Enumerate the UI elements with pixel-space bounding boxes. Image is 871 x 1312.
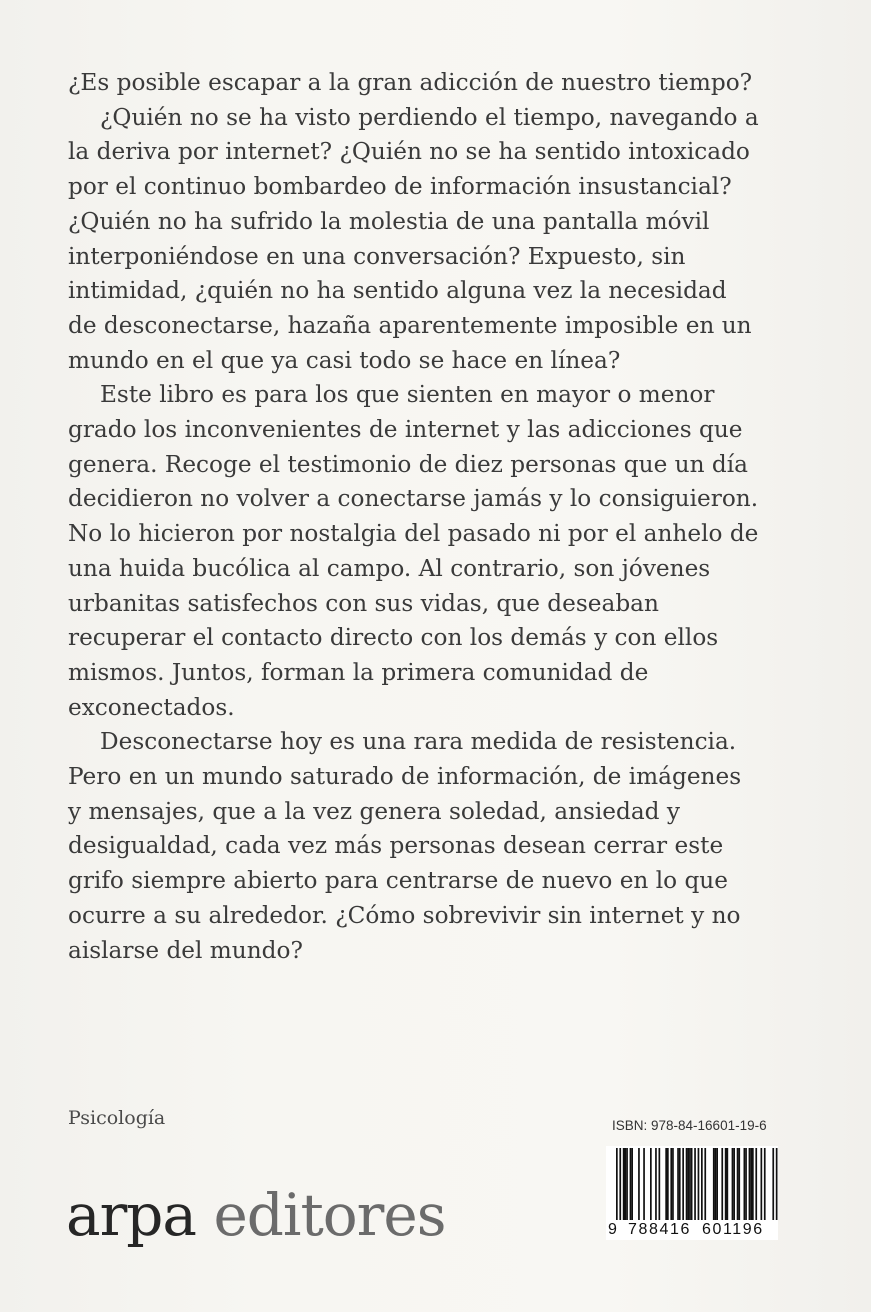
barcode-bar (744, 1148, 746, 1220)
publisher-name-primary: arpa (66, 1181, 197, 1249)
barcode-bar (677, 1148, 679, 1220)
barcode-digit-lead: 9 (608, 1221, 617, 1238)
barcode (606, 1146, 778, 1240)
barcode-bar (755, 1148, 757, 1220)
barcode-bar (764, 1148, 766, 1220)
synopsis-paragraph-1 (68, 66, 808, 101)
text-line: mundo en el que ya casi todo se hace en línea? (68, 346, 621, 374)
barcode-bar (623, 1148, 625, 1220)
barcode-bar (721, 1148, 723, 1220)
text-line: Desconectarse hoy es una rara medida de resistencia. (100, 728, 737, 756)
barcode-bar (713, 1148, 715, 1220)
barcode-bar (665, 1148, 667, 1220)
text-line: grifo siempre abierto para centrarse de nuevo en lo que (68, 867, 728, 895)
barcode-bar (631, 1148, 633, 1220)
text-line: interponiéndose en una conversación? Expuesto, sin (68, 242, 686, 270)
barcode-bar (638, 1148, 640, 1220)
text-line: ocurre a su alrededor. ¿Cómo sobrevivir sin internet y no (68, 901, 741, 929)
barcode-bar (691, 1148, 693, 1220)
text-line: recuperar el contacto directo con los demás y con ellos (68, 624, 719, 652)
text-line: mismos. Juntos, forman la primera comunidad de (68, 658, 649, 686)
barcode-bar (630, 1148, 632, 1220)
text-line: grado los inconvenientes de internet y las adicciones que (68, 416, 743, 444)
barcode-bar (670, 1148, 672, 1220)
text-line: No lo hicieron por nostalgia del pasado ni por el anhelo de (68, 520, 759, 548)
barcode-bar (698, 1148, 700, 1230)
barcode-bar (732, 1148, 734, 1220)
synopsis-paragraph-4 (68, 725, 808, 968)
barcode-bar (686, 1148, 688, 1220)
barcode-bar (672, 1148, 674, 1220)
barcode-bar (687, 1148, 689, 1220)
text-line: ¿Es posible escapar a la gran adicción de nuestro tiempo? (68, 69, 753, 96)
text-line: Este libro es para los que sienten en mayor o menor (100, 381, 715, 409)
barcode-bar (727, 1148, 729, 1220)
text-line: Pero en un mundo saturado de información, de imágenes (68, 763, 742, 791)
text-line: por el continuo bombardeo de información insustancial? (68, 173, 732, 201)
barcode-bar (694, 1148, 696, 1230)
barcode-bar (737, 1148, 739, 1220)
publisher-logo (66, 1180, 446, 1250)
publisher-name-secondary: editores (213, 1181, 446, 1249)
synopsis-paragraph-2 (68, 101, 808, 379)
barcode-bar (701, 1148, 703, 1220)
barcode-bar (772, 1148, 774, 1230)
text-line: una huida bucólica al campo. Al contrario, son jóvenes (68, 554, 711, 582)
isbn-label: ISBN: 978-84-16601-19-6 (612, 1118, 767, 1133)
text-line: decidieron no volver a conectarse jamás y lo consiguieron. (68, 485, 759, 513)
barcode-bar (650, 1148, 652, 1220)
barcode-bar (679, 1148, 681, 1220)
barcode-bar (750, 1148, 752, 1220)
text-line: y mensajes, que a la vez genera soledad, ansiedad y (68, 797, 681, 825)
barcode-bar (689, 1148, 691, 1220)
barcode-bar (659, 1148, 661, 1220)
text-line: la deriva por internet? ¿Quién no se ha sentido intoxicado (68, 138, 750, 166)
text-line: intimidad, ¿quién no ha sentido alguna vez la necesidad (68, 277, 727, 305)
barcode-bar (745, 1148, 747, 1220)
text-line: desigualdad, cada vez más personas desean cerrar este (68, 832, 724, 860)
barcode-digits (606, 1220, 778, 1240)
barcode-bar (733, 1148, 735, 1220)
text-line: de desconectarse, hazaña aparentemente imposible en un (68, 311, 752, 339)
barcode-bar (752, 1148, 754, 1220)
barcode-bar (682, 1148, 684, 1220)
synopsis-paragraph-3 (68, 378, 808, 725)
barcode-bar (625, 1148, 627, 1220)
text-line: urbanitas satisfechos con sus vidas, que deseaban (68, 589, 659, 617)
text-line: exconectados. (68, 693, 235, 721)
barcode-bar (725, 1148, 727, 1220)
barcode-bar (749, 1148, 751, 1220)
synopsis-text (68, 66, 808, 968)
barcode-digits-left: 788416 (628, 1221, 691, 1238)
text-line: aislarse del mundo? (68, 936, 303, 964)
barcode-bar (715, 1148, 717, 1220)
barcode-bar (616, 1148, 618, 1230)
barcode-bar (704, 1148, 706, 1220)
barcode-digits-right: 601196 (702, 1221, 764, 1238)
barcode-bar (619, 1148, 621, 1230)
barcode-bar (643, 1148, 645, 1220)
barcode-bar (655, 1148, 657, 1220)
barcode-bar (667, 1148, 669, 1220)
text-line: genera. Recoge el testimonio de diez personas que un día (68, 450, 748, 478)
barcode-bar (716, 1148, 718, 1220)
barcode-bar (738, 1148, 740, 1220)
barcode-bar (761, 1148, 763, 1220)
text-line: ¿Quién no ha sufrido la molestia de una pantalla móvil (68, 207, 710, 235)
barcode-bar (776, 1148, 778, 1230)
barcode-bar (626, 1148, 628, 1220)
category-label: Psicología (68, 1107, 166, 1129)
text-line: ¿Quién no se ha visto perdiendo el tiempo, navegando a (100, 103, 759, 131)
